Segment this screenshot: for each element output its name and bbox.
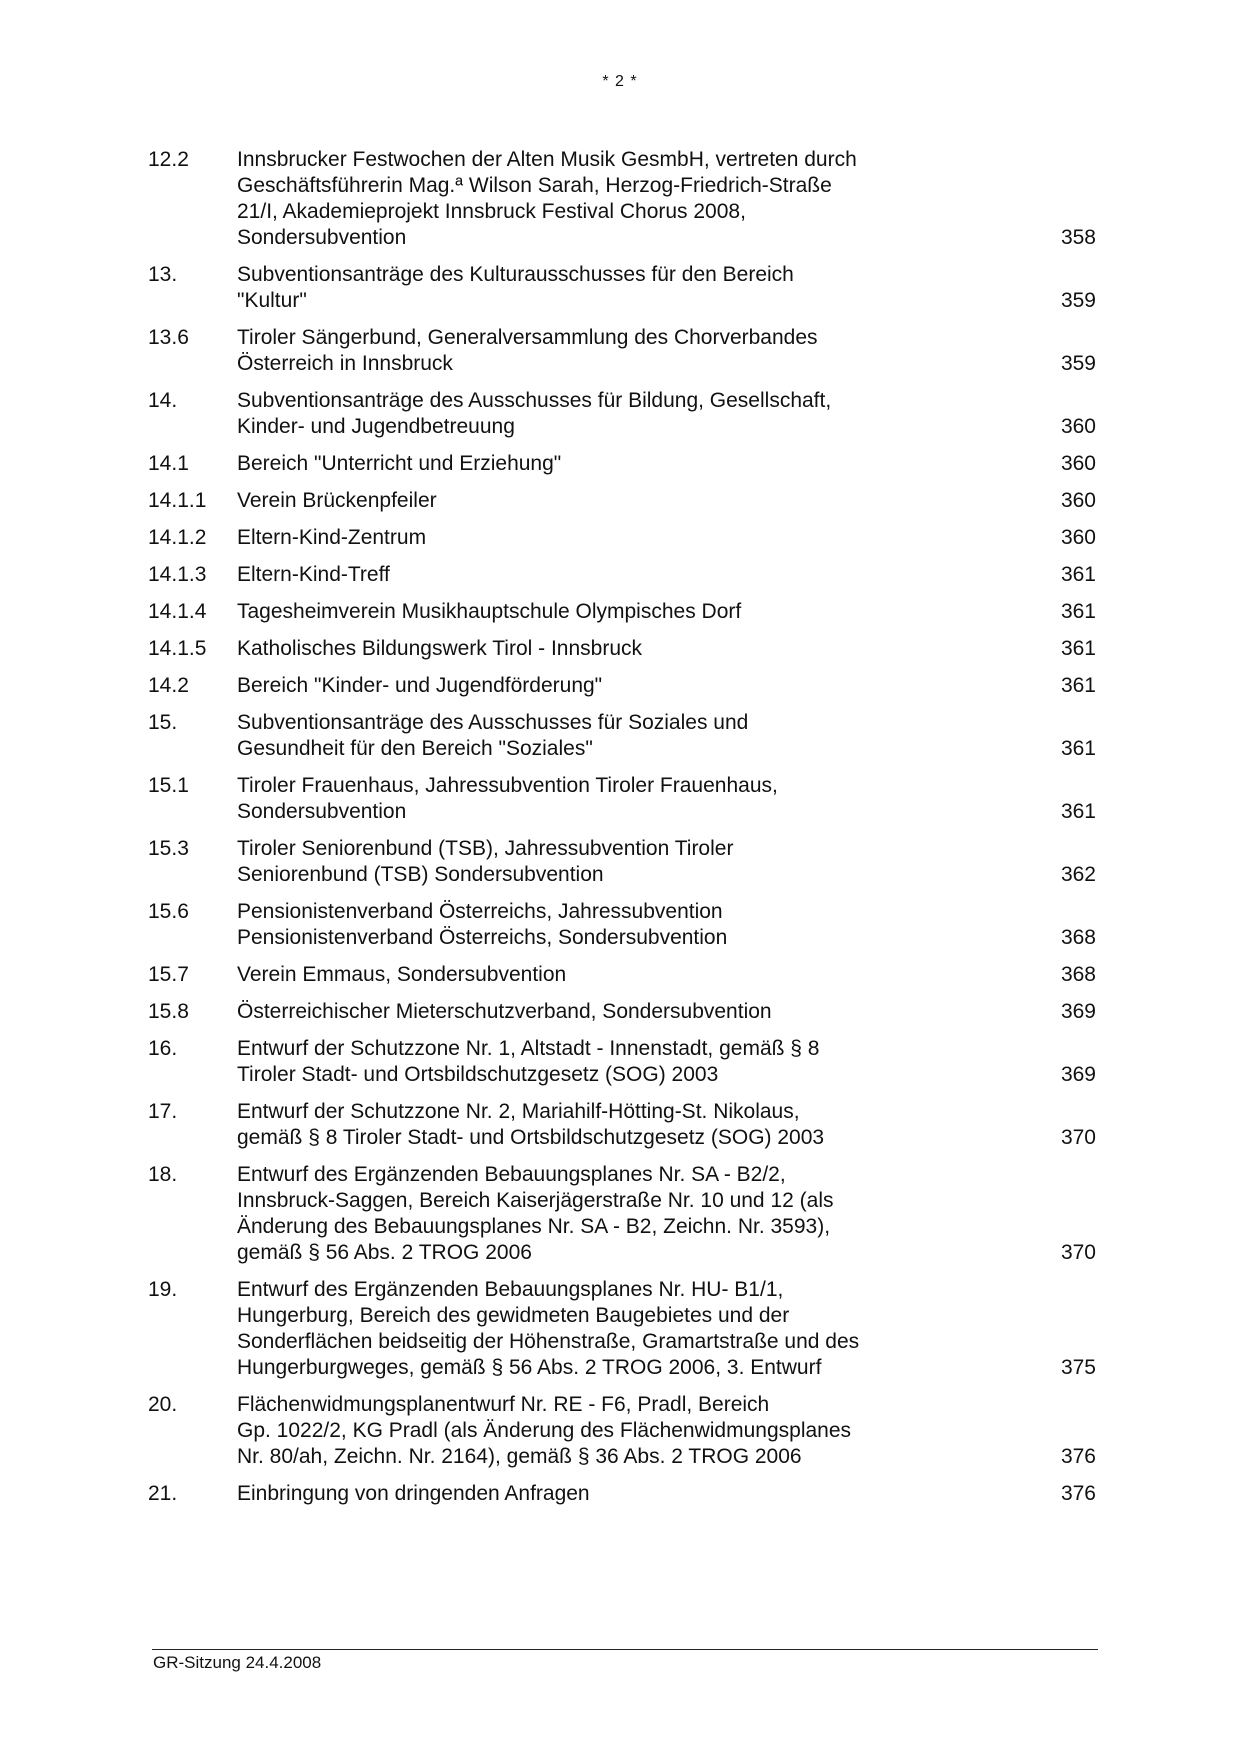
toc-entry-title: [237, 451, 977, 477]
toc-entry-title: [237, 899, 977, 951]
toc-entry-page: 361: [1060, 674, 1096, 697]
toc-entry-title-line: Innsbruck-Saggen, Bereich Kaiserjägerstraße Nr. 10 und 12 (als: [237, 1189, 834, 1212]
toc-entry-title-line: Subventionsanträge des Ausschusses für Soziales und: [237, 711, 749, 734]
toc-entry-title-line: Katholisches Bildungswerk Tirol - Innsbruck: [237, 637, 643, 660]
toc-entry-title-line: Österreichischer Mieterschutzverband, Sondersubvention: [237, 1000, 772, 1023]
toc-entry-title-line: Verein Emmaus, Sondersubvention: [237, 963, 567, 986]
toc-entry-page: 370: [1060, 1126, 1096, 1149]
toc-entry: [148, 262, 1098, 314]
toc-entry-title: [237, 1481, 977, 1507]
toc-entry-page: 361: [1060, 637, 1096, 660]
toc-entry: [148, 899, 1098, 951]
toc-entry-title-line: Einbringung von dringenden Anfragen: [237, 1482, 590, 1505]
toc-entry: [148, 1099, 1098, 1151]
toc-entry-title-line: Nr. 80/ah, Zeichn. Nr. 2164), gemäß § 36 Abs. 2 TROG 2006: [237, 1445, 802, 1468]
toc-entry-title-line: Eltern-Kind-Treff: [237, 563, 390, 586]
toc-entry-number: 14.1: [148, 452, 189, 475]
toc-entry-title-line: Bereich "Unterricht und Erziehung": [237, 452, 562, 475]
toc-entry-title: [237, 673, 977, 699]
toc-entry: [148, 962, 1098, 988]
toc-entry-title-line: Sondersubvention: [237, 226, 407, 249]
toc-entry-page: 359: [1060, 289, 1096, 312]
toc-entry-title-line: Tiroler Stadt- und Ortsbildschutzgesetz (SOG) 2003: [237, 1063, 719, 1086]
toc-entry-number: 15.8: [148, 1000, 189, 1023]
toc-entry-number: 15.1: [148, 774, 189, 797]
page-number: * 2 *: [602, 73, 638, 90]
toc-entry-number: 12.2: [148, 148, 189, 171]
toc-entry-page: 360: [1060, 452, 1096, 475]
toc-entry-number: 14.1.2: [148, 526, 207, 549]
toc-entry-title-line: 21/I, Akademieprojekt Innsbruck Festival Chorus 2008,: [237, 200, 746, 223]
toc-entry-title: [237, 147, 977, 251]
toc-entry: [148, 773, 1098, 825]
toc-entry-title: [237, 710, 977, 762]
toc-entry-title-line: Verein Brückenpfeiler: [237, 489, 437, 512]
toc-entry-page: 369: [1060, 1000, 1096, 1023]
toc-entry-title: [237, 525, 977, 551]
toc-entry-page: 362: [1060, 863, 1096, 886]
toc-entry-number: 18.: [148, 1163, 178, 1186]
toc-entry-page: 376: [1060, 1445, 1096, 1468]
toc-entry-title-line: Subventionsanträge des Ausschusses für Bildung, Gesellschaft,: [237, 389, 832, 412]
toc-entry-title: [237, 999, 977, 1025]
toc-entry-number: 14.2: [148, 674, 189, 697]
toc-entry: [148, 1392, 1098, 1470]
toc-entry: [148, 836, 1098, 888]
toc-entry-title-line: Subventionsanträge des Kulturausschusses für den Bereich: [237, 263, 794, 286]
toc-entry-title-line: Hungerburgweges, gemäß § 56 Abs. 2 TROG 2006, 3. Entwurf: [237, 1356, 822, 1379]
toc-entry-title-line: Entwurf des Ergänzenden Bebauungsplanes Nr. HU- B1/1,: [237, 1278, 784, 1301]
toc-entry-title: [237, 599, 977, 625]
toc-entry-page: 361: [1060, 563, 1096, 586]
toc-entry-page: 361: [1060, 800, 1096, 823]
toc-entry-page: 368: [1060, 926, 1096, 949]
toc-entry-page: 361: [1060, 737, 1096, 760]
toc-entry: [148, 1277, 1098, 1381]
toc-entry: [148, 673, 1098, 699]
toc-entry-number: 13.: [148, 263, 178, 286]
toc-entry-title: [237, 773, 977, 825]
toc-entry-title: [237, 488, 977, 514]
toc-entry-title-line: Flächenwidmungsplanentwurf Nr. RE - F6, Pradl, Bereich: [237, 1393, 770, 1416]
toc-entry-title: [237, 1392, 977, 1470]
toc-entry-title-line: Gesundheit für den Bereich "Soziales": [237, 737, 593, 760]
toc-entry-number: 16.: [148, 1037, 178, 1060]
toc-entry-title-line: Österreich in Innsbruck: [237, 352, 453, 375]
toc-entry-page: 360: [1060, 489, 1096, 512]
toc-entry-title-line: Innsbrucker Festwochen der Alten Musik GesmbH, vertreten durch: [237, 148, 857, 171]
toc-entry-number: 15.6: [148, 900, 189, 923]
toc-entry-page: 370: [1060, 1241, 1096, 1264]
toc-entry-title: [237, 1036, 977, 1088]
toc-entry-page: 358: [1060, 226, 1096, 249]
footer-divider: [152, 1649, 1098, 1650]
toc-entry-title-line: Eltern-Kind-Zentrum: [237, 526, 427, 549]
toc-entry-page: 360: [1060, 526, 1096, 549]
toc-entry-title-line: Tiroler Seniorenbund (TSB), Jahressubvention Tiroler: [237, 837, 734, 860]
table-of-contents: [148, 147, 1098, 1518]
toc-entry-title-line: Hungerburg, Bereich des gewidmeten Baugebietes und der: [237, 1304, 790, 1327]
toc-entry-title: [237, 962, 977, 988]
toc-entry-title-line: Tagesheimverein Musikhauptschule Olympisches Dorf: [237, 600, 742, 623]
toc-entry: [148, 562, 1098, 588]
toc-entry-page: 360: [1060, 415, 1096, 438]
toc-entry-number: 20.: [148, 1393, 178, 1416]
toc-entry-page: 361: [1060, 600, 1096, 623]
toc-entry-title-line: Gp. 1022/2, KG Pradl (als Änderung des Flächenwidmungsplanes: [237, 1419, 852, 1442]
toc-entry-title-line: Sondersubvention: [237, 800, 407, 823]
toc-entry-number: 14.: [148, 389, 178, 412]
toc-entry-number: 15.3: [148, 837, 189, 860]
toc-entry-title: [237, 325, 977, 377]
toc-entry: [148, 325, 1098, 377]
toc-entry-number: 19.: [148, 1278, 178, 1301]
toc-entry-title-line: Änderung des Bebauungsplanes Nr. SA - B2, Zeichn. Nr. 3593),: [237, 1215, 831, 1238]
toc-entry-page: 368: [1060, 963, 1096, 986]
toc-entry-title-line: "Kultur": [237, 289, 307, 312]
toc-entry-number: 17.: [148, 1100, 178, 1123]
toc-entry-title-line: Entwurf des Ergänzenden Bebauungsplanes Nr. SA - B2/2,: [237, 1163, 786, 1186]
toc-entry-number: 14.1.4: [148, 600, 207, 623]
toc-entry-title-line: Entwurf der Schutzzone Nr. 2, Mariahilf-Hötting-St. Nikolaus,: [237, 1100, 800, 1123]
toc-entry-title-line: Tiroler Frauenhaus, Jahressubvention Tiroler Frauenhaus,: [237, 774, 778, 797]
toc-entry-title-line: gemäß § 56 Abs. 2 TROG 2006: [237, 1241, 532, 1264]
toc-entry-title-line: Sonderflächen beidseitig der Höhenstraße, Gramartstraße und des: [237, 1330, 860, 1353]
toc-entry: [148, 599, 1098, 625]
toc-entry-title: [237, 836, 977, 888]
toc-entry: [148, 999, 1098, 1025]
toc-entry-title-line: gemäß § 8 Tiroler Stadt- und Ortsbildschutzgesetz (SOG) 2003: [237, 1126, 825, 1149]
toc-entry-number: 21.: [148, 1482, 178, 1505]
toc-entry: [148, 1481, 1098, 1507]
toc-entry-page: 375: [1060, 1356, 1096, 1379]
footer-text: GR-Sitzung 24.4.2008: [153, 1653, 322, 1672]
toc-entry-title: [237, 262, 977, 314]
toc-entry-title-line: Bereich "Kinder- und Jugendförderung": [237, 674, 603, 697]
toc-entry-title-line: Tiroler Sängerbund, Generalversammlung des Chorverbandes: [237, 326, 818, 349]
toc-entry-title-line: Pensionistenverband Österreichs, Jahressubvention: [237, 900, 723, 923]
toc-entry-title-line: Pensionistenverband Österreichs, Sondersubvention: [237, 926, 728, 949]
toc-entry: [148, 636, 1098, 662]
toc-entry-title-line: Kinder- und Jugendbetreuung: [237, 415, 515, 438]
toc-entry-title-line: Geschäftsführerin Mag.ª Wilson Sarah, Herzog-Friedrich-Straße: [237, 174, 832, 197]
toc-entry-title: [237, 1277, 977, 1381]
toc-entry-title-line: Seniorenbund (TSB) Sondersubvention: [237, 863, 604, 886]
toc-entry-page: 369: [1060, 1063, 1096, 1086]
toc-entry: [148, 488, 1098, 514]
toc-entry: [148, 1162, 1098, 1266]
toc-entry-number: 15.: [148, 711, 178, 734]
toc-entry-number: 14.1.3: [148, 563, 207, 586]
toc-entry-number: 14.1.5: [148, 637, 207, 660]
toc-entry-number: 13.6: [148, 326, 189, 349]
toc-entry-title: [237, 562, 977, 588]
toc-entry-number: 14.1.1: [148, 489, 207, 512]
toc-entry-title-line: Entwurf der Schutzzone Nr. 1, Altstadt - Innenstadt, gemäß § 8: [237, 1037, 820, 1060]
toc-entry: [148, 147, 1098, 251]
toc-entry-page: 359: [1060, 352, 1096, 375]
toc-entry: [148, 1036, 1098, 1088]
toc-entry-page: 376: [1060, 1482, 1096, 1505]
toc-entry-title: [237, 388, 977, 440]
toc-entry: [148, 525, 1098, 551]
toc-entry: [148, 451, 1098, 477]
toc-entry-number: 15.7: [148, 963, 189, 986]
toc-entry-title: [237, 1099, 977, 1151]
toc-entry-title: [237, 636, 977, 662]
toc-entry-title: [237, 1162, 977, 1266]
toc-entry: [148, 710, 1098, 762]
toc-entry: [148, 388, 1098, 440]
